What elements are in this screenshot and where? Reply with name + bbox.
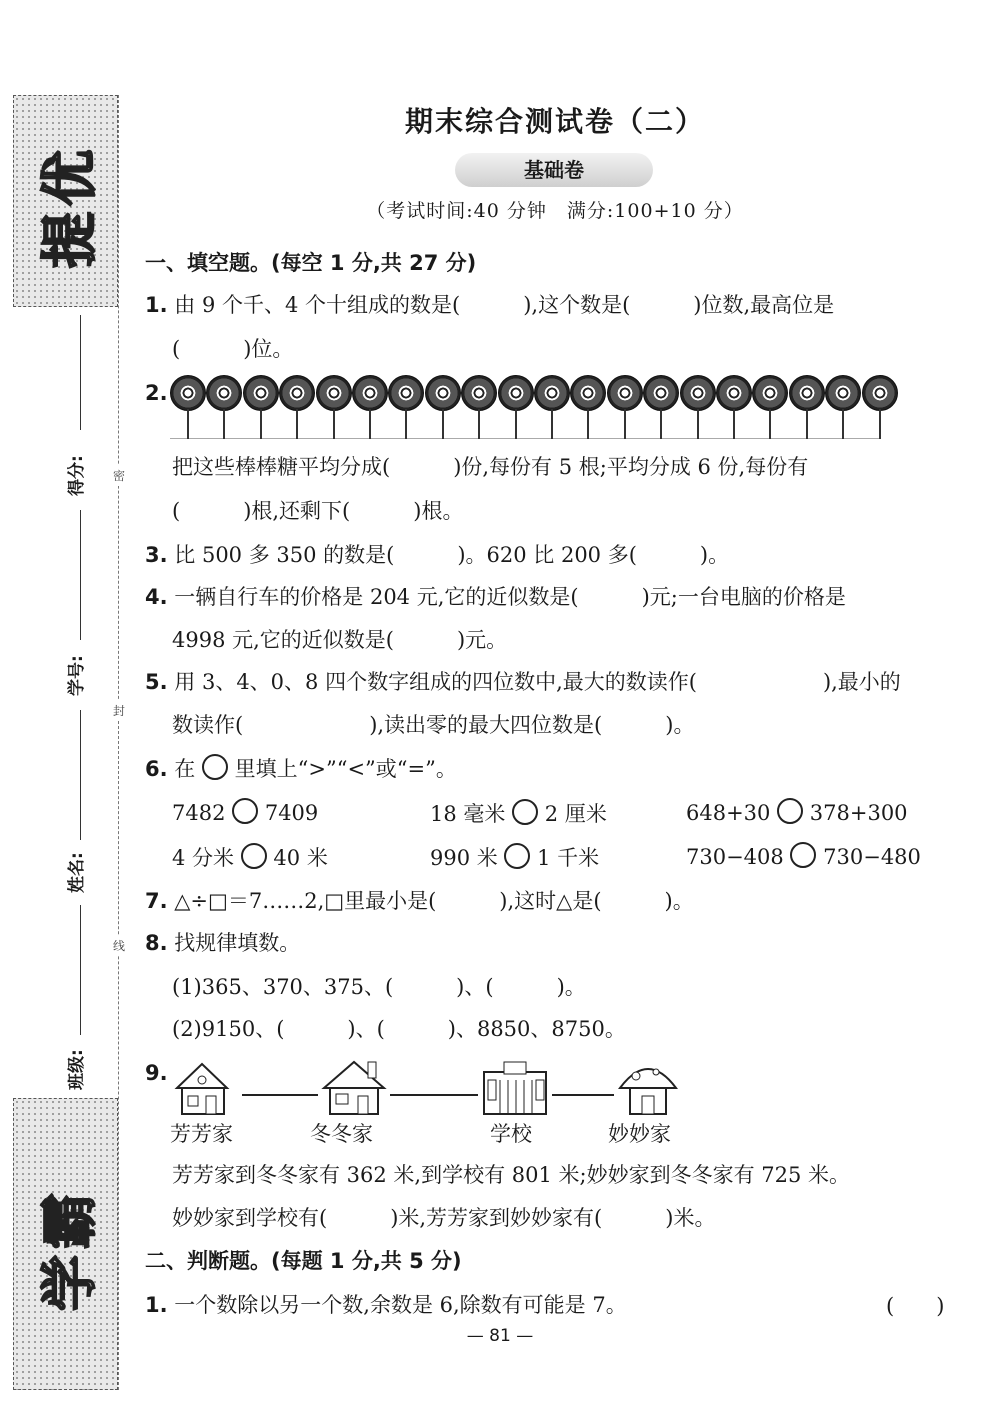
miaomiao-house-icon	[614, 1058, 684, 1118]
question-text: △÷□＝7……2,□里最小是( ),这时△是( )。	[174, 889, 694, 913]
question-1	[145, 290, 834, 320]
place-label: 芳芳家	[170, 1122, 233, 1146]
answer-circle[interactable]	[790, 842, 816, 868]
answer-box[interactable]: ( )	[886, 1294, 945, 1318]
lollipop-icon	[279, 375, 315, 440]
question-9-text: 芳芳家到冬冬家有 362 米,到学校有 801 米;妙妙家到冬冬家有 725 米。	[172, 1163, 851, 1187]
road-segment	[242, 1094, 318, 1096]
question-5: 5. 用 3、4、0、8 四个数字组成的四位数中,最大的数读作( ),最小的	[145, 670, 901, 694]
question-2-number: 2.	[145, 381, 168, 405]
score-line	[80, 315, 81, 430]
question-8-part2: (2)9150、( )、( )、8850、8750。	[172, 1017, 626, 1041]
lollipop-icon	[316, 375, 352, 440]
lollipop-icon	[680, 375, 716, 440]
question-text: 找规律填数。	[174, 931, 301, 955]
lollipop-icon	[425, 375, 461, 440]
page-number: — 81 —	[466, 1326, 534, 1346]
compare-item: 990 米 1 千米	[430, 842, 599, 872]
compare-item: 730−408 730−480	[686, 842, 921, 869]
route-illustration	[170, 1058, 730, 1148]
lollipop-icon	[388, 375, 424, 440]
school-icon	[480, 1058, 550, 1118]
answer-circle[interactable]	[512, 799, 538, 825]
question-4-cont: 4998 元,它的近似数是( )元。	[172, 628, 508, 652]
question-text: 用 3、4、0、8 四个数字组成的四位数中,最大的数读作( ),最小的	[174, 670, 901, 694]
top-banner-text: 提优	[37, 144, 103, 268]
answer-circle[interactable]	[777, 798, 803, 824]
question-3: 3. 比 500 多 350 的数是( )。620 比 200 多( )。	[145, 543, 730, 567]
class-line	[80, 905, 81, 1035]
lollipop-icon	[643, 375, 679, 440]
lollipop-icon	[534, 375, 570, 440]
place-label: 学校	[490, 1122, 532, 1146]
question-9-cont: 妙妙家到学校有( )米,芳芳家到妙妙家有( )米。	[172, 1206, 716, 1230]
lollipop-icon	[825, 375, 861, 440]
compare-item: 648+30 378+300	[686, 798, 908, 825]
question-8-part1: (1)365、370、375、( )、( )。	[172, 975, 586, 999]
name-line	[80, 710, 81, 840]
place-label: 妙妙家	[608, 1122, 671, 1146]
lollipop-icon	[461, 375, 497, 440]
lollipop-icon	[206, 375, 242, 440]
question-1-cont: ( )位。	[172, 337, 294, 361]
place-label: 冬冬家	[310, 1122, 373, 1146]
lollipop-icon	[352, 375, 388, 440]
question-6: 6. 在 里填上“>”“<”或“=”。	[145, 754, 457, 784]
student-id-line	[80, 510, 81, 640]
question-2-cont: ( )根,还剩下( )根。	[172, 499, 464, 523]
score-label: 得分:	[67, 455, 87, 496]
lollipop-icon	[716, 375, 752, 440]
binding-sidebar	[0, 0, 140, 1403]
answer-circle[interactable]	[232, 798, 258, 824]
question-7: 7. △÷□＝7……2,□里最小是( ),这时△是( )。	[145, 889, 694, 913]
bottom-banner	[13, 1098, 118, 1390]
answer-circle[interactable]	[504, 843, 530, 869]
lollipop-icon	[570, 375, 606, 440]
dongdong-house-icon	[320, 1058, 390, 1118]
question-2-text: 把这些棒棒糖平均分成( )份,每份有 5 根;平均分成 6 份,每份有	[172, 455, 809, 479]
cut-line	[118, 95, 119, 1390]
section1-heading: 一、填空题。(每空 1 分,共 27 分)	[145, 251, 477, 275]
lollipop-icon	[752, 375, 788, 440]
seal-char-xian: 线	[113, 935, 125, 956]
question-5-cont: 数读作( ),读出零的最大四位数是( )。	[172, 713, 695, 737]
question-text: 比 500 多 350 的数是( )。620 比 200 多( )。	[174, 543, 730, 567]
question-text: 一辆自行车的价格是 204 元,它的近似数是( )元;一台电脑的价格是	[174, 585, 846, 609]
road-segment	[552, 1094, 614, 1096]
lollipop-icon	[243, 375, 279, 440]
lollipop-icon	[607, 375, 643, 440]
question-8: 8. 找规律填数。	[145, 931, 301, 955]
lollipop-icon	[498, 375, 534, 440]
bottom-banner-text: 学霸	[37, 1187, 103, 1311]
exam-meta: （考试时间:40 分钟 满分:100+10 分）	[366, 200, 744, 222]
compare-item: 7482 7409	[172, 798, 318, 825]
question-number: 1.	[145, 293, 168, 317]
page-title: 期末综合测试卷（二）	[404, 105, 705, 138]
road-segment	[390, 1094, 478, 1096]
lollipop-icon	[862, 375, 898, 440]
fangfang-house-icon	[172, 1058, 242, 1118]
level-badge: 基础卷	[455, 153, 653, 187]
question-text: 由 9 个千、4 个十组成的数是( ),这个数是( )位数,最高位是	[174, 293, 835, 317]
lollipop-icon	[170, 375, 206, 440]
lollipop-icon	[789, 375, 825, 440]
compare-item: 18 毫米 2 厘米	[430, 798, 607, 828]
section2-heading: 二、判断题。(每题 1 分,共 5 分)	[145, 1249, 462, 1273]
top-banner	[13, 95, 118, 307]
class-label: 班级:	[67, 1049, 87, 1090]
compare-circle-icon	[202, 754, 228, 780]
compare-item: 4 分米 40 米	[172, 842, 328, 872]
name-label: 姓名:	[67, 852, 87, 893]
answer-circle[interactable]	[241, 843, 267, 869]
seal-char-mi: 密	[113, 465, 125, 486]
question-text: 一个数除以另一个数,余数是 6,除数有可能是 7。	[174, 1293, 627, 1317]
question-4: 4. 一辆自行车的价格是 204 元,它的近似数是( )元;一台电脑的价格是	[145, 585, 846, 609]
question-9-number: 9.	[145, 1061, 168, 1085]
judgement-1: 1. 一个数除以另一个数,余数是 6,除数有可能是 7。	[145, 1293, 627, 1317]
student-id-label: 学号:	[67, 655, 87, 696]
seal-char-feng: 封	[113, 700, 125, 721]
